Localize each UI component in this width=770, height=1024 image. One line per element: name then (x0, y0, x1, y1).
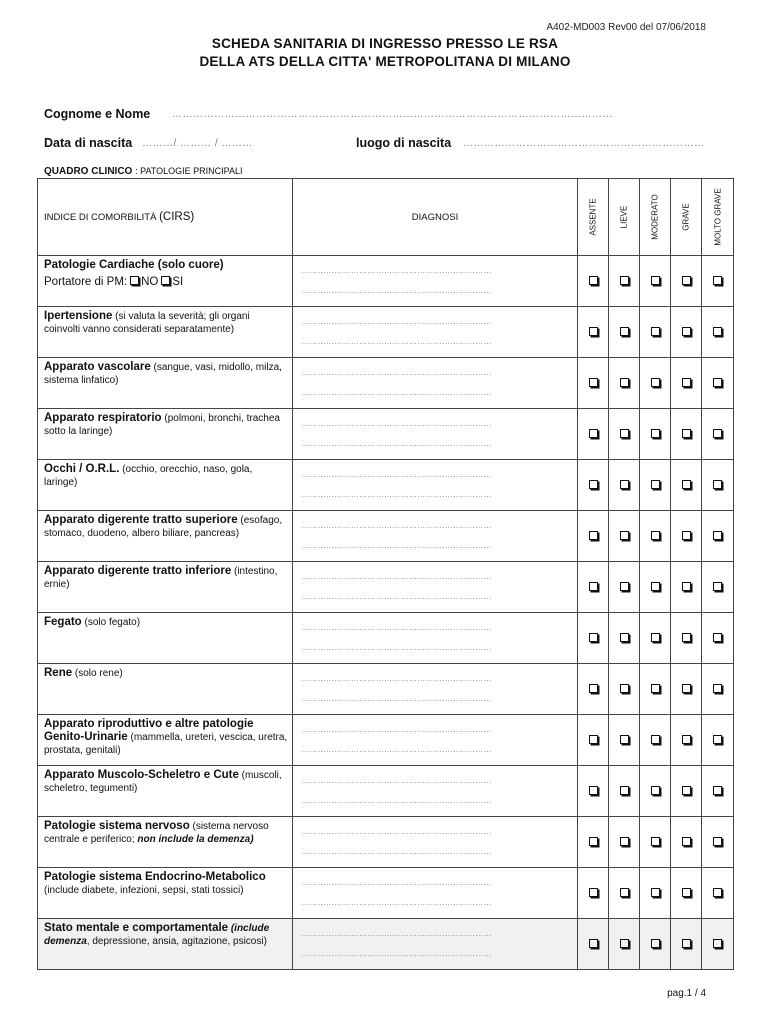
severity-severe-checkbox[interactable] (682, 633, 691, 642)
comorbidity-table (37, 178, 734, 970)
section-subtitle: : PATOLOGIE PRINCIPALI (135, 166, 243, 176)
severity-cell-absent (578, 766, 609, 817)
condition-name: Apparato riproduttivo e altre patologie Genito-Urinarie (44, 718, 254, 743)
pacemaker-yes-checkbox[interactable] (161, 276, 170, 285)
severity-cell-moderate (640, 562, 671, 613)
severity-severe-checkbox[interactable] (682, 735, 691, 744)
condition-cell (38, 613, 293, 664)
severity-mild-checkbox[interactable] (620, 480, 629, 489)
table-row (38, 307, 734, 358)
condition-cell (38, 715, 293, 766)
severity-cell-very-severe (702, 562, 734, 613)
severity-cell-very-severe (702, 868, 734, 919)
severity-cell-absent (578, 460, 609, 511)
condition-name: Apparato Muscolo-Scheletro e Cute (44, 769, 239, 781)
condition-cell (38, 817, 293, 868)
severity-cell-moderate (640, 511, 671, 562)
severity-mild-checkbox[interactable] (620, 837, 629, 846)
severity-very-severe-checkbox[interactable] (713, 633, 722, 642)
page-number: pag.1 / 4 (667, 988, 706, 999)
severity-cell-moderate (640, 817, 671, 868)
severity-cell-moderate (640, 613, 671, 664)
table-row (38, 868, 734, 919)
severity-cell-mild (609, 868, 640, 919)
header-severity-severe: GRAVE (671, 179, 702, 256)
severity-absent-checkbox[interactable] (589, 276, 598, 285)
severity-moderate-checkbox[interactable] (651, 276, 660, 285)
severity-moderate-checkbox[interactable] (651, 378, 660, 387)
severity-moderate-checkbox[interactable] (651, 633, 660, 642)
header-severity-very-severe: MOLTO GRAVE (702, 179, 734, 256)
condition-description: (esofago, stomaco, duodeno, albero biliare, pancreas) (44, 515, 283, 539)
condition-name: Stato mentale e comportamentale (44, 922, 229, 934)
condition-name: Apparato digerente tratto inferiore (44, 565, 232, 577)
severity-very-severe-checkbox[interactable] (713, 429, 722, 438)
severity-cell-absent (578, 715, 609, 766)
condition-description: (mammella, ureteri, vescica, uretra, prostata, genitali) (44, 732, 288, 756)
severity-severe-checkbox[interactable] (682, 888, 691, 897)
diagnosis-cell[interactable]: …………………………………………………………… …………………………………………………………… (293, 358, 578, 409)
severity-cell-absent (578, 613, 609, 664)
severity-cell-severe (671, 307, 702, 358)
table-row (38, 613, 734, 664)
severity-cell-mild (609, 664, 640, 715)
severity-severe-checkbox[interactable] (682, 786, 691, 795)
severity-absent-checkbox[interactable] (589, 480, 598, 489)
severity-severe-checkbox[interactable] (682, 276, 691, 285)
severity-cell-mild (609, 409, 640, 460)
severity-absent-checkbox[interactable] (589, 684, 598, 693)
condition-cell (38, 409, 293, 460)
severity-cell-mild (609, 817, 640, 868)
condition-name: Apparato respiratorio (44, 412, 162, 424)
table-row (38, 562, 734, 613)
diagnosis-cell[interactable]: …………………………………………………………… …………………………………………………………… (293, 613, 578, 664)
severity-mild-checkbox[interactable] (620, 429, 629, 438)
severity-moderate-checkbox[interactable] (651, 429, 660, 438)
birth-place-field[interactable]: …………………………………………………………… (463, 138, 705, 149)
severity-cell-moderate (640, 307, 671, 358)
severity-severe-checkbox[interactable] (682, 429, 691, 438)
severity-very-severe-checkbox[interactable] (713, 327, 722, 336)
severity-cell-severe (671, 766, 702, 817)
severity-moderate-checkbox[interactable] (651, 531, 660, 540)
severity-mild-checkbox[interactable] (620, 786, 629, 795)
severity-cell-very-severe (702, 817, 734, 868)
severity-very-severe-checkbox[interactable] (713, 939, 722, 948)
severity-cell-absent (578, 562, 609, 613)
condition-description: (solo rene) (74, 668, 123, 679)
surname-name-label: Cognome e Nome (44, 107, 151, 121)
condition-cell (38, 256, 293, 307)
severity-cell-severe (671, 664, 702, 715)
severity-cell-moderate (640, 715, 671, 766)
severity-cell-absent (578, 817, 609, 868)
table-header-row (38, 179, 734, 256)
condition-description: (sangue, vasi, midollo, milza, sistema linfatico) (44, 362, 282, 386)
condition-name: Patologie sistema Endocrino-Metabolico (44, 871, 266, 883)
severity-cell-very-severe (702, 307, 734, 358)
severity-absent-checkbox[interactable] (589, 939, 598, 948)
table-row (38, 460, 734, 511)
severity-mild-checkbox[interactable] (620, 684, 629, 693)
severity-severe-checkbox[interactable] (682, 939, 691, 948)
severity-cell-severe (671, 409, 702, 460)
severity-cell-moderate (640, 919, 671, 970)
table-row (38, 358, 734, 409)
severity-mild-checkbox[interactable] (620, 735, 629, 744)
page-title-line1: SCHEDA SANITARIA DI INGRESSO PRESSO LE RSA (211, 36, 559, 51)
diagnosis-cell[interactable]: …………………………………………………………… …………………………………………………………… (293, 919, 578, 970)
severity-cell-moderate (640, 868, 671, 919)
diagnosis-cell[interactable]: …………………………………………………………… …………………………………………………………… (293, 409, 578, 460)
severity-very-severe-checkbox[interactable] (713, 684, 722, 693)
severity-very-severe-checkbox[interactable] (713, 531, 722, 540)
severity-cell-severe (671, 817, 702, 868)
severity-cell-severe (671, 256, 702, 307)
pacemaker-line: Portatore di PM: NO SI (44, 276, 184, 288)
severity-cell-very-severe (702, 460, 734, 511)
diagnosis-cell[interactable]: …………………………………………………………… …………………………………………………………… (293, 664, 578, 715)
severity-moderate-checkbox[interactable] (651, 480, 660, 489)
table-row (38, 511, 734, 562)
table-row (38, 766, 734, 817)
severity-cell-mild (609, 715, 640, 766)
page-title-line2: DELLA ATS DELLA CITTA' METROPOLITANA DI MILANO (199, 54, 571, 69)
severity-moderate-checkbox[interactable] (651, 786, 660, 795)
condition-description: (si valuta la severità; gli organi coinvolti vanno considerati separatamente) (44, 311, 250, 335)
severity-cell-absent (578, 511, 609, 562)
severity-cell-moderate (640, 766, 671, 817)
header-severity-mild: LIEVE (609, 179, 640, 256)
severity-severe-checkbox[interactable] (682, 378, 691, 387)
condition-description: (sistema nervoso centrale e periferico; non include la demenza) (44, 821, 269, 845)
severity-cell-severe (671, 460, 702, 511)
diagnosis-cell[interactable]: …………………………………………………………… …………………………………………………………… (293, 868, 578, 919)
severity-cell-absent (578, 358, 609, 409)
condition-name: Patologie sistema nervoso (44, 820, 190, 832)
condition-name: Fegato (44, 616, 82, 628)
severity-absent-checkbox[interactable] (589, 837, 598, 846)
severity-absent-checkbox[interactable] (589, 735, 598, 744)
condition-name: Apparato vascolare (44, 361, 151, 373)
severity-cell-moderate (640, 358, 671, 409)
condition-cell (38, 511, 293, 562)
severity-absent-checkbox[interactable] (589, 633, 598, 642)
severity-very-severe-checkbox[interactable] (713, 582, 722, 591)
severity-severe-checkbox[interactable] (682, 582, 691, 591)
severity-very-severe-checkbox[interactable] (713, 735, 722, 744)
severity-cell-very-severe (702, 919, 734, 970)
severity-absent-checkbox[interactable] (589, 378, 598, 387)
severity-severe-checkbox[interactable] (682, 684, 691, 693)
birth-date-field[interactable]: ………/ ……… / ……… (142, 138, 253, 149)
table-row (38, 817, 734, 868)
severity-cell-severe (671, 358, 702, 409)
severity-moderate-checkbox[interactable] (651, 888, 660, 897)
severity-cell-mild (609, 511, 640, 562)
severity-cell-very-severe (702, 409, 734, 460)
severity-mild-checkbox[interactable] (620, 888, 629, 897)
severity-absent-checkbox[interactable] (589, 786, 598, 795)
severity-moderate-checkbox[interactable] (651, 939, 660, 948)
severity-cell-mild (609, 307, 640, 358)
severity-cell-very-severe (702, 766, 734, 817)
severity-cell-very-severe (702, 715, 734, 766)
severity-very-severe-checkbox[interactable] (713, 480, 722, 489)
condition-description: (occhio, orecchio, naso, gola, laringe) (44, 464, 253, 488)
severity-absent-checkbox[interactable] (589, 888, 598, 897)
severity-mild-checkbox[interactable] (620, 378, 629, 387)
severity-cell-very-severe (702, 256, 734, 307)
severity-cell-very-severe (702, 664, 734, 715)
condition-description: (solo fegato) (84, 617, 141, 628)
severity-mild-checkbox[interactable] (620, 582, 629, 591)
condition-cell (38, 307, 293, 358)
condition-description: (muscoli, scheletro, tegumenti) (44, 770, 282, 794)
severity-mild-checkbox[interactable] (620, 633, 629, 642)
condition-cell (38, 868, 293, 919)
condition-name: Apparato digerente tratto superiore (44, 514, 238, 526)
severity-cell-absent (578, 307, 609, 358)
diagnosis-cell[interactable]: …………………………………………………………… …………………………………………………………… (293, 715, 578, 766)
condition-cell (38, 919, 293, 970)
severity-moderate-checkbox[interactable] (651, 735, 660, 744)
diagnosis-cell[interactable]: …………………………………………………………… …………………………………………………………… (293, 460, 578, 511)
severity-cell-severe (671, 919, 702, 970)
birth-date-label: Data di nascita (44, 136, 133, 150)
condition-description: (include demenza, depressione, ansia, agitazione, psicosi) (44, 923, 270, 947)
diagnosis-cell[interactable]: …………………………………………………………… …………………………………………………………… (293, 766, 578, 817)
condition-cell (38, 766, 293, 817)
severity-absent-checkbox[interactable] (589, 327, 598, 336)
table-row (38, 715, 734, 766)
severity-mild-checkbox[interactable] (620, 531, 629, 540)
severity-cell-moderate (640, 664, 671, 715)
severity-severe-checkbox[interactable] (682, 531, 691, 540)
condition-name: Patologie Cardiache (solo cuore) (44, 259, 224, 271)
severity-cell-very-severe (702, 613, 734, 664)
severity-cell-very-severe (702, 511, 734, 562)
severity-cell-absent (578, 409, 609, 460)
severity-very-severe-checkbox[interactable] (713, 837, 722, 846)
section-title: QUADRO CLINICO (44, 166, 133, 177)
severity-moderate-checkbox[interactable] (651, 582, 660, 591)
severity-cell-mild (609, 562, 640, 613)
table-row (38, 256, 734, 307)
condition-description: (include diabete, infezioni, sepsi, stati tossici) (44, 885, 244, 896)
severity-cell-severe (671, 511, 702, 562)
condition-description: (intestino, ernie) (44, 566, 278, 590)
severity-cell-very-severe (702, 358, 734, 409)
severity-moderate-checkbox[interactable] (651, 684, 660, 693)
severity-very-severe-checkbox[interactable] (713, 276, 722, 285)
severity-cell-mild (609, 460, 640, 511)
diagnosis-cell[interactable]: …………………………………………………………… …………………………………………………………… (293, 817, 578, 868)
severity-cell-moderate (640, 409, 671, 460)
severity-absent-checkbox[interactable] (589, 531, 598, 540)
condition-cell (38, 460, 293, 511)
birth-place-label: luogo di nascita (356, 136, 452, 150)
severity-very-severe-checkbox[interactable] (713, 378, 722, 387)
severity-severe-checkbox[interactable] (682, 480, 691, 489)
condition-cell (38, 358, 293, 409)
condition-description: (polmoni, bronchi, trachea sotto la laringe) (44, 413, 280, 437)
severity-very-severe-checkbox[interactable] (713, 786, 722, 795)
severity-cell-absent (578, 919, 609, 970)
severity-cell-mild (609, 256, 640, 307)
header-severity-absent: ASSENTE (578, 179, 609, 256)
diagnosis-cell[interactable]: …………………………………………………………… …………………………………………………………… (293, 511, 578, 562)
table-row (38, 409, 734, 460)
severity-cell-severe (671, 715, 702, 766)
severity-cell-absent (578, 664, 609, 715)
table-row (38, 919, 734, 970)
condition-name: Ipertensione (44, 310, 113, 322)
pacemaker-no-checkbox[interactable] (130, 276, 139, 285)
condition-name: Occhi / O.R.L. (44, 463, 120, 475)
severity-cell-mild (609, 766, 640, 817)
diagnosis-cell[interactable]: …………………………………………………………… …………………………………………………………… (293, 256, 578, 307)
table-row (38, 664, 734, 715)
severity-cell-severe (671, 868, 702, 919)
diagnosis-cell[interactable]: …………………………………………………………… …………………………………………………………… (293, 307, 578, 358)
severity-cell-moderate (640, 256, 671, 307)
severity-cell-severe (671, 613, 702, 664)
diagnosis-cell[interactable]: …………………………………………………………… …………………………………………………………… (293, 562, 578, 613)
header-comorbidity-index: INDICE DI COMORBILITÀ (CIRS) (38, 179, 293, 256)
condition-cell (38, 562, 293, 613)
document-reference: A402-MD003 Rev00 del 07/06/2018 (546, 22, 706, 33)
severity-cell-absent (578, 256, 609, 307)
severity-severe-checkbox[interactable] (682, 327, 691, 336)
condition-cell (38, 664, 293, 715)
severity-absent-checkbox[interactable] (589, 582, 598, 591)
severity-absent-checkbox[interactable] (589, 429, 598, 438)
section-heading (44, 166, 243, 177)
severity-severe-checkbox[interactable] (682, 837, 691, 846)
severity-cell-absent (578, 868, 609, 919)
surname-name-field[interactable]: ……………………………………………………………………………………………………………… (172, 109, 613, 120)
severity-cell-mild (609, 358, 640, 409)
severity-very-severe-checkbox[interactable] (713, 888, 722, 897)
severity-moderate-checkbox[interactable] (651, 327, 660, 336)
header-diagnosis: DIAGNOSI (293, 179, 578, 256)
severity-mild-checkbox[interactable] (620, 327, 629, 336)
severity-moderate-checkbox[interactable] (651, 837, 660, 846)
condition-name: Rene (44, 667, 73, 679)
severity-cell-mild (609, 613, 640, 664)
severity-cell-severe (671, 562, 702, 613)
severity-cell-moderate (640, 460, 671, 511)
severity-mild-checkbox[interactable] (620, 939, 629, 948)
severity-cell-mild (609, 919, 640, 970)
severity-mild-checkbox[interactable] (620, 276, 629, 285)
header-severity-moderate: MODERATO (640, 179, 671, 256)
